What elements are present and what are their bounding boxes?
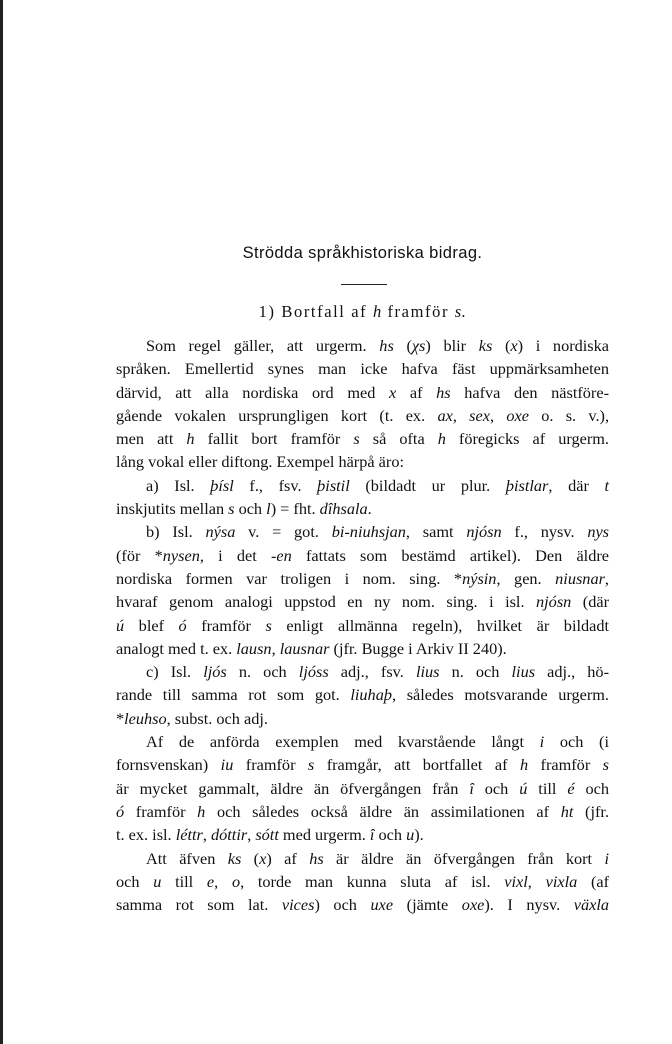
text-line: därvid, att alla nordiska ord med x af hs hafva den nästföre- xyxy=(116,382,610,402)
text-line: b) Isl. nýsa v. = got. bi-niuhsjan, samt njósn f., nysv. nys xyxy=(146,522,610,542)
text-line: inskjutits mellan s och l) = fht. dîhsala. xyxy=(116,499,372,519)
text-line: språken. Emellertid synes man icke hafva fäst uppmärksamheten xyxy=(116,359,609,379)
text-line: lång vokal eller diftong. Exempel härpå äro: xyxy=(116,452,404,472)
section-number: 1) xyxy=(258,302,276,321)
text-line: Som regel gäller, att urgerm. hs (χs) blir ks (x) i nordiska xyxy=(146,336,609,355)
text-line: hvaraf genom analogi uppstod en ny nom. sing. i isl. njósn (där xyxy=(116,592,610,612)
text-line: c) Isl. ljós n. och ljóss adj., fsv. lius n. och lius adj., hö- xyxy=(146,662,609,682)
text-line: ú blef ó framför s enligt allmänna regeln), hvilket är bildadt xyxy=(116,615,610,635)
text-line: samma rot som lat. vices) och uxe (jämte oxe). I nysv. växla xyxy=(116,895,610,915)
section-heading xyxy=(116,302,609,322)
text-line: rande till samma rot som got. liuhaþ, således motsvarande urgerm. xyxy=(116,685,609,705)
section-heading-h: h xyxy=(372,302,382,321)
text-line: (för *nysen, i det -en fattats som bestämd artikel). Den äldre xyxy=(116,545,609,565)
title-rule xyxy=(341,284,387,285)
text-line: ó framför h och således också äldre än assimilationen af ht (jfr. xyxy=(116,801,610,821)
page-left-edge xyxy=(0,0,3,1044)
section-heading-text: Bortfall af xyxy=(281,302,368,321)
text-line: analogt med t. ex. lausn, lausnar (jfr. Bugge i Arkiv II 240). xyxy=(116,638,507,658)
text-line: a) Isl. þísl f., fsv. þistil (bildadt ur plur. þistlar, där t xyxy=(146,475,610,495)
section-heading-rest: framför xyxy=(387,302,450,321)
text-line: t. ex. isl. léttr, dóttir, sótt med urgerm. î och u). xyxy=(116,825,424,845)
text-line: fornsvenskan) iu framför s framgår, att bortfallet af h framför s xyxy=(116,755,610,775)
text-line: *leuhso, subst. och adj. xyxy=(116,708,268,728)
text-line: gående vokalen ursprungligen kort (t. ex. ax, sex, oxe o. s. v.), xyxy=(116,405,610,425)
text-line: men att h fallit bort framför s så ofta h föregicks af urgerm. xyxy=(116,429,609,449)
page-title: Strödda språkhistoriska bidrag. xyxy=(242,244,483,262)
text-line: och u till e, o, torde man kunna sluta af isl. vixl, vixla (af xyxy=(116,871,610,891)
text-line: Att äfven ks (x) af hs är äldre än öfvergången från kort i xyxy=(146,848,609,868)
text-line: är mycket gammalt, äldre än öfvergången från î och ú till é och xyxy=(116,778,609,798)
text-line: Af de anförda exemplen med kvarstående långt i och (i xyxy=(146,732,609,752)
section-heading-s: s. xyxy=(454,302,467,321)
text-line: nordiska formen var troligen i nom. sing. *nýsin, gen. niusnar, xyxy=(116,568,609,588)
body-text xyxy=(116,334,609,916)
